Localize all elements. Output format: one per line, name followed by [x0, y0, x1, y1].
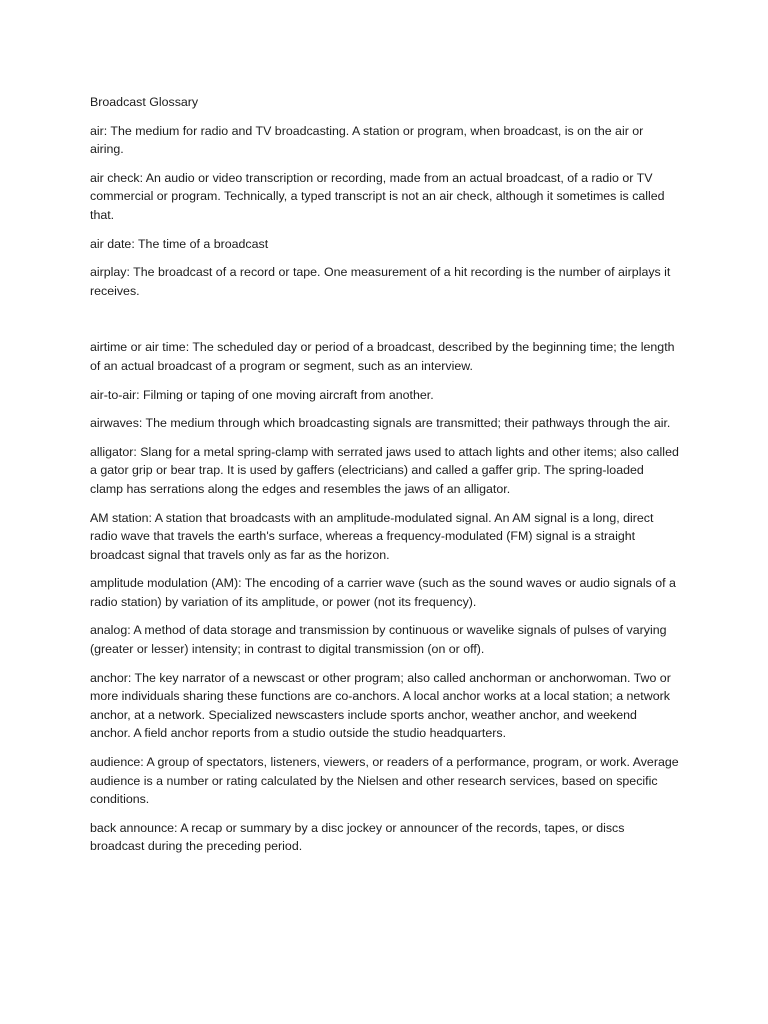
glossary-entry-airplay: airplay: The broadcast of a record or tape. One measurement of a hit recording is the number of airplays it receives. [90, 265, 671, 298]
glossary-entry-airtime: airtime or air time: The scheduled day or period of a broadcast, described by the beginning time; the length of an actual broadcast of a program or segment, such as an interview. [90, 340, 675, 373]
glossary-entry-anchor: anchor: The key narrator of a newscast or other program; also called anchorman or anchorwoman. Two or more individuals sharing these functions are co-anchors. A local anchor works at a local station; a network anchor, at a network. Specialized newscasters include sports anchor, weather anchor, and weekend anchor. A field anchor reports from a studio outside the studio headquarters. [90, 670, 671, 741]
glossary-entry-amplitude-modulation: amplitude modulation (AM): The encoding of a carrier wave (such as the sound waves or audio signals of a radio station) by variation of its amplitude, or power (not its frequency). [90, 576, 676, 609]
glossary-entry-am-station: AM station: A station that broadcasts with an amplitude-modulated signal. An AM signal is a long, direct radio wave that travels the earth's surface, whereas a frequency-modulated (FM) signal is a straight broadcast signal that travels only as far as the horizon. [90, 510, 654, 562]
glossary-entry-air-date: air date: The time of a broadcast [90, 236, 269, 251]
glossary-entry-air-check: air check: An audio or video transcription or recording, made from an actual broadcast, of a radio or TV commercial or program. Technically, a typed transcript is not an air check, although it sometimes is called that. [90, 170, 665, 222]
glossary-entry-back-announce: back announce: A recap or summary by a disc jockey or announcer of the records, tapes, or discs broadcast during the preceding period. [90, 820, 625, 854]
glossary-entry-alligator: alligator: Slang for a metal spring-clamp with serrated jaws used to attach lights and other items; also called a gator grip or bear trap. It is used by gaffers (electricians) and called a gaffer grip. The spring-loaded clamp has serrations along the edges and resembles the jaws of an alligator. [90, 444, 679, 496]
document-title: Broadcast Glossary [90, 95, 199, 109]
glossary-entry-audience: audience: A group of spectators, listeners, viewers, or readers of a performance, program, or work. Average audience is a number or rating calculated by the Nielsen and other research services, based on specific conditions. [90, 755, 679, 807]
glossary-entry-air: air: The medium for radio and TV broadcasting. A station or program, when broadcast, is on the air or airing. [90, 123, 644, 157]
document-page [90, 93, 680, 866]
glossary-entry-airwaves: airwaves: The medium through which broadcasting signals are transmitted; their pathways through the air. [90, 416, 671, 431]
glossary-entry-analog: analog: A method of data storage and transmission by continuous or wavelike signals of pulses of varying (greater or lesser) intensity; in contrast to digital transmission (on or off). [90, 623, 667, 657]
glossary-entry-air-to-air: air-to-air: Filming or taping of one moving aircraft from another. [90, 387, 434, 402]
